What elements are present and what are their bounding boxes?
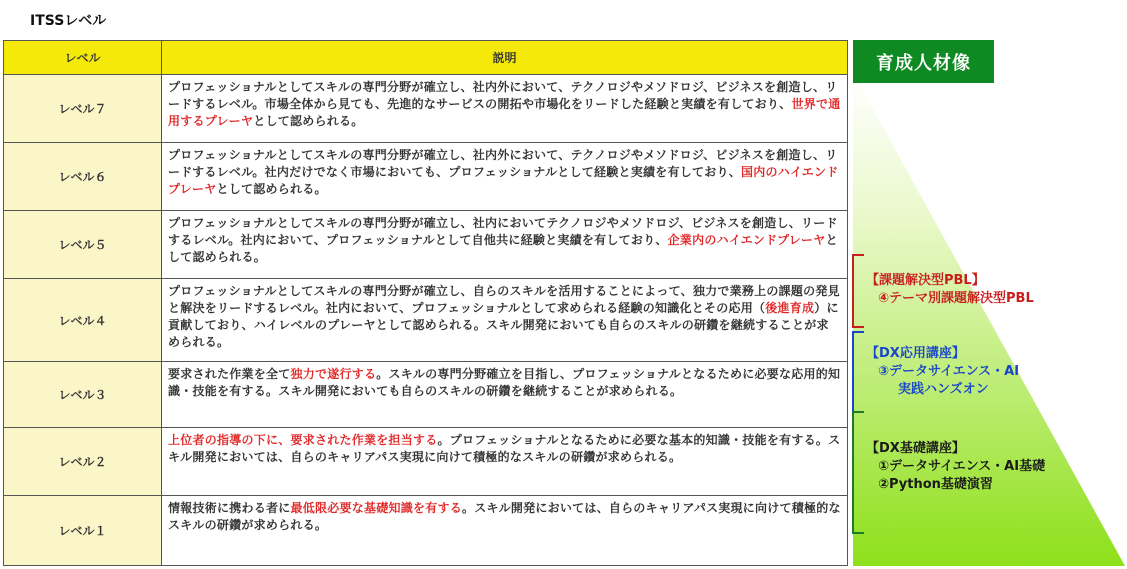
description-text: として認められる。 bbox=[168, 233, 838, 264]
description-text: プロフェッショナルとしてスキルの専門分野が確立し、自らのスキルを活用することによって、独力で業務上の課題の発見と解決をリードするレベル。社内において、プロフェッショナルとして求められる経験の知識化とその応用（ bbox=[168, 284, 840, 315]
description-text: として認められる。 bbox=[253, 114, 364, 128]
bracket-dx-basic bbox=[852, 411, 864, 534]
table-row bbox=[4, 496, 848, 566]
table-row bbox=[4, 75, 848, 143]
description-highlight: 上位者の指導の下に、要求された作業を担当する bbox=[168, 433, 438, 447]
table-row bbox=[4, 143, 848, 211]
description-highlight: 世界で通用するプレーヤ bbox=[168, 97, 841, 128]
table-row bbox=[4, 211, 848, 279]
description-cell bbox=[162, 211, 848, 279]
bracket-pbl bbox=[852, 254, 864, 328]
description-text: プロフェッショナルとしてスキルの専門分野が確立し、社内外において、テクノロジやメソドロジ、ビジネスを創造し、リードするレベル。社内だけでなく市場においても、プロフェッショナルとして経験と実績を有しており、 bbox=[168, 148, 838, 179]
description-highlight: 独力で遂行する bbox=[290, 367, 377, 381]
table-row bbox=[4, 279, 848, 362]
page-title: ITSSレベル bbox=[30, 13, 107, 29]
level-cell: レベル６ bbox=[4, 143, 162, 211]
course-group-heading: 【課題解決型PBL】 bbox=[866, 273, 985, 288]
description-text: 情報技術に携わる者に bbox=[168, 501, 291, 515]
level-cell: レベル７ bbox=[4, 75, 162, 143]
level-cell: レベル３ bbox=[4, 362, 162, 428]
course-group-pbl bbox=[866, 272, 1034, 308]
level-cell: レベル４ bbox=[4, 279, 162, 362]
description-text: ）に貢献しており、ハイレベルのプレーヤとして認められる。スキル開発においても自らのスキルの研鑽を継続することが求められる。 bbox=[168, 301, 839, 349]
description-text: プロフェッショナルとしてスキルの専門分野が確立し、社内外において、テクノロジやメソドロジ、ビジネスを創造し、リードするレベル。市場全体から見ても、先進的なサービスの開拓や市場化をリードした経験と実績を有しており、 bbox=[168, 80, 838, 111]
description-text: プロフェッショナルとしてスキルの専門分野が確立し、社内においてテクノロジやメソドロジ、ビジネスを創造し、リードするレベル。社内において、プロフェッショナルとして自他共に経験と実績を有しており、 bbox=[168, 216, 838, 247]
header-description: 説明 bbox=[162, 41, 848, 75]
itss-level-table bbox=[3, 40, 848, 566]
description-text: として認められる。 bbox=[216, 182, 327, 196]
course-item: 実践ハンズオン bbox=[898, 382, 989, 397]
course-item: ④テーマ別課題解決型PBL bbox=[878, 291, 1034, 306]
description-cell bbox=[162, 362, 848, 428]
description-highlight: 国内のハイエンドプレーヤ bbox=[168, 165, 839, 196]
description-highlight: 企業内のハイエンドプレーヤ bbox=[667, 233, 826, 247]
description-text: 。スキルの専門分野確立を目指し、プロフェッショナルとなるために必要な応用的知識・技能を有する。スキル開発においても自らのスキルの研鑽を継続することが求められる。 bbox=[168, 367, 841, 398]
course-group-dx-applied bbox=[866, 345, 1019, 399]
header-level: レベル bbox=[4, 41, 162, 75]
course-group-heading: 【DX基礎講座】 bbox=[866, 441, 965, 456]
level-cell: レベル１ bbox=[4, 496, 162, 566]
course-group-dx-basic bbox=[866, 440, 1045, 494]
course-item: ①データサイエンス・AI基礎 bbox=[878, 459, 1046, 474]
table-header-row bbox=[4, 41, 848, 75]
description-cell bbox=[162, 428, 848, 496]
bracket-dx-applied bbox=[852, 331, 864, 413]
table-row bbox=[4, 428, 848, 496]
description-text: 要求された作業を全て bbox=[168, 367, 291, 381]
description-cell bbox=[162, 279, 848, 362]
description-text: 。スキル開発においては、自らのキャリアパス実現に向けて積極的なスキルの研鑽が求められる。 bbox=[168, 501, 841, 532]
description-highlight: 最低限必要な基礎知識を有する bbox=[290, 501, 463, 515]
description-text: 。プロフェッショナルとなるために必要な基本的知識・技能を有する。スキル開発においては、自らのキャリアパス実現に向けて積極的なスキルの研鑽が求められる。 bbox=[168, 433, 841, 464]
table-row bbox=[4, 362, 848, 428]
course-item: ③データサイエンス・AI bbox=[878, 364, 1020, 379]
level-cell: レベル２ bbox=[4, 428, 162, 496]
description-cell bbox=[162, 496, 848, 566]
course-item: ②Python基礎演習 bbox=[878, 477, 993, 492]
level-cell: レベル５ bbox=[4, 211, 162, 279]
description-cell bbox=[162, 75, 848, 143]
description-cell bbox=[162, 143, 848, 211]
talent-profile-title: 育成人材像 bbox=[853, 40, 994, 83]
description-highlight: 後進育成 bbox=[765, 301, 815, 315]
course-group-heading: 【DX応用講座】 bbox=[866, 346, 965, 361]
